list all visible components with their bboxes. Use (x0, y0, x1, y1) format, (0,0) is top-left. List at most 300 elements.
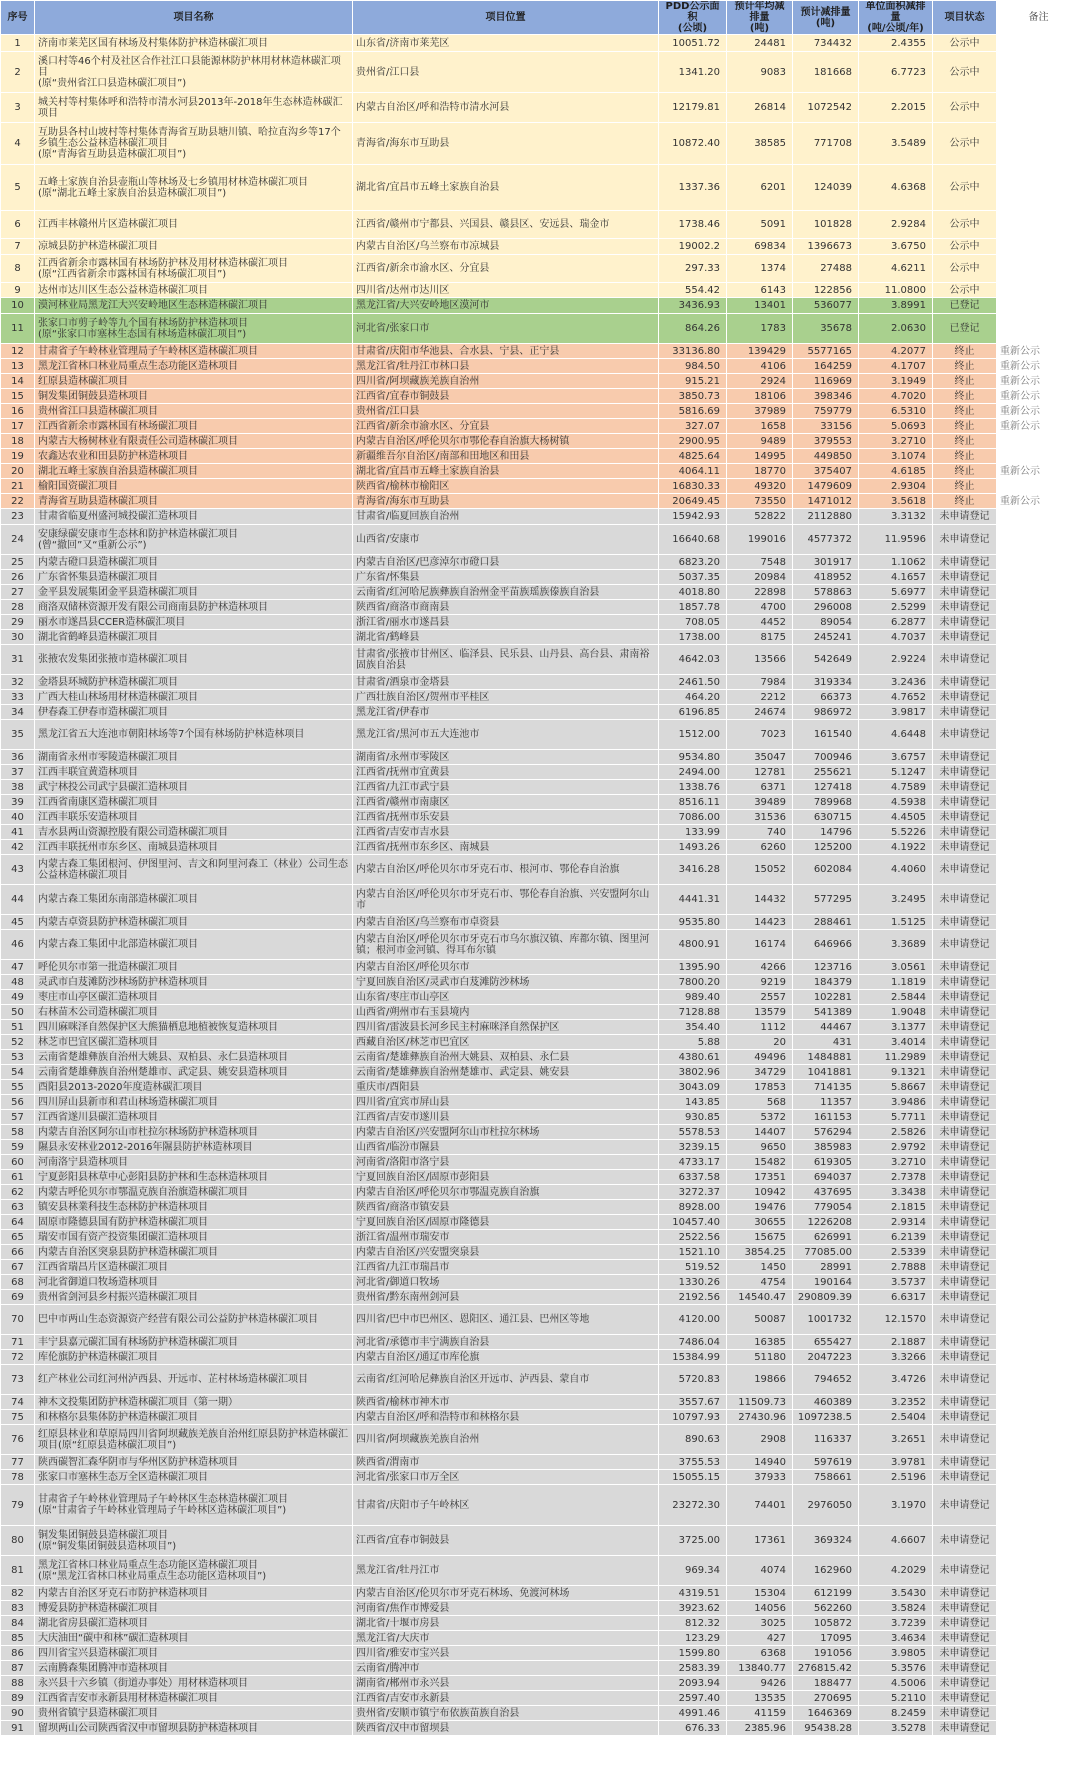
cell-note (997, 525, 1080, 555)
cell-total: 1646369 (793, 1706, 859, 1721)
cell-name: 瑞安市国有资产投资集团碳汇造林项目 (35, 1230, 353, 1245)
cell-status: 终止 (933, 404, 997, 419)
cell-index: 53 (1, 1050, 35, 1065)
cell-total: 655427 (793, 1335, 859, 1350)
cell-annual: 49320 (727, 479, 793, 494)
cell-location: 甘肃省/酒泉市金塔县 (353, 675, 659, 690)
table-row (1, 1470, 1080, 1485)
cell-unit: 11.0800 (859, 283, 933, 298)
cell-note (997, 675, 1080, 690)
table-row (1, 1005, 1080, 1020)
cell-index: 89 (1, 1691, 35, 1706)
cell-status: 未申请登记 (933, 585, 997, 600)
cell-annual: 427 (727, 1631, 793, 1646)
table-row (1, 1721, 1080, 1736)
cell-note (997, 585, 1080, 600)
cell-unit: 11.2989 (859, 1050, 933, 1065)
cell-area: 15055.15 (659, 1470, 727, 1485)
table-row (1, 675, 1080, 690)
cell-unit: 2.7378 (859, 1170, 933, 1185)
cell-index: 36 (1, 750, 35, 765)
cell-location: 浙江省/温州市瑞安市 (353, 1230, 659, 1245)
cell-note (997, 123, 1080, 165)
cell-area: 5816.69 (659, 404, 727, 419)
cell-name: 金平县发展集团金平县造林碳汇项目 (35, 585, 353, 600)
cell-note (997, 35, 1080, 52)
cell-status: 未申请登记 (933, 1350, 997, 1365)
cell-index: 82 (1, 1586, 35, 1601)
table-row (1, 930, 1080, 960)
cell-annual: 3025 (727, 1616, 793, 1631)
cell-unit: 5.0693 (859, 419, 933, 434)
cell-total: 1072542 (793, 93, 859, 123)
cell-area: 3416.28 (659, 855, 727, 885)
table-row (1, 374, 1080, 389)
cell-note: 重新公示 (997, 344, 1080, 359)
cell-location: 浙江省/丽水市遂昌县 (353, 615, 659, 630)
table-row (1, 404, 1080, 419)
cell-total: 2047223 (793, 1350, 859, 1365)
cell-name: 江西省瑞昌片区造林碳汇项目 (35, 1260, 353, 1275)
cell-area: 327.07 (659, 419, 727, 434)
cell-annual: 11509.73 (727, 1395, 793, 1410)
header-annual: 预计年均减排量 (吨) (727, 1, 793, 35)
cell-unit: 1.1062 (859, 555, 933, 570)
cell-annual: 27430.96 (727, 1410, 793, 1425)
table-row (1, 1586, 1080, 1601)
cell-location: 广东省/怀集县 (353, 570, 659, 585)
cell-index: 32 (1, 675, 35, 690)
cell-status: 未申请登记 (933, 1020, 997, 1035)
table-row (1, 1395, 1080, 1410)
cell-total: 301917 (793, 555, 859, 570)
cell-annual: 1374 (727, 255, 793, 283)
cell-note (997, 990, 1080, 1005)
cell-note (997, 1275, 1080, 1290)
cell-unit: 6.2877 (859, 615, 933, 630)
cell-name: 凉城县防护林造林碳汇项目 (35, 239, 353, 255)
cell-name: 内蒙古森工集团中北部造林碳汇项目 (35, 930, 353, 960)
cell-status: 终止 (933, 494, 997, 509)
cell-location: 四川省/雷波县长河乡民主村麻咪泽自然保护区 (353, 1020, 659, 1035)
cell-location: 云南省/腾冲市 (353, 1661, 659, 1676)
cell-annual: 24674 (727, 705, 793, 720)
cell-location: 江西省/赣州市南康区 (353, 795, 659, 810)
table-row (1, 750, 1080, 765)
cell-total: 597619 (793, 1455, 859, 1470)
cell-location: 河北省/承德市丰宁满族自治县 (353, 1335, 659, 1350)
cell-status: 公示中 (933, 165, 997, 211)
cell-total: 181668 (793, 52, 859, 93)
header-status: 项目状态 (933, 1, 997, 35)
cell-status: 未申请登记 (933, 615, 997, 630)
cell-index: 54 (1, 1065, 35, 1080)
cell-total: 536077 (793, 298, 859, 314)
table-row (1, 810, 1080, 825)
cell-status: 未申请登记 (933, 630, 997, 645)
cell-location: 四川省/阿坝藏族羌族自治州 (353, 1425, 659, 1455)
cell-note: 重新公示 (997, 464, 1080, 479)
cell-location: 陕西省/商洛市商南县 (353, 600, 659, 615)
table-row (1, 765, 1080, 780)
cell-total: 779054 (793, 1200, 859, 1215)
cell-status: 未申请登记 (933, 570, 997, 585)
cell-annual: 9083 (727, 52, 793, 93)
table-row (1, 630, 1080, 645)
cell-note (997, 434, 1080, 449)
cell-location: 内蒙古自治区/呼伦贝尔市鄂伦春自治旗大杨树镇 (353, 434, 659, 449)
cell-unit: 2.2015 (859, 93, 933, 123)
cell-index: 50 (1, 1005, 35, 1020)
cell-location: 河北省/张家口市万全区 (353, 1470, 659, 1485)
cell-location: 湖北省/十堰市房县 (353, 1616, 659, 1631)
cell-location: 内蒙古自治区/呼和浩特市清水河县 (353, 93, 659, 123)
cell-annual: 2924 (727, 374, 793, 389)
cell-area: 15384.99 (659, 1350, 727, 1365)
cell-status: 未申请登记 (933, 1335, 997, 1350)
table-row (1, 855, 1080, 885)
cell-area: 5.88 (659, 1035, 727, 1050)
cell-area: 1599.80 (659, 1646, 727, 1661)
cell-note (997, 1020, 1080, 1035)
cell-total: 789968 (793, 795, 859, 810)
header-unit: 单位面积减排量 (吨/公顷/年) (859, 1, 933, 35)
cell-index: 86 (1, 1646, 35, 1661)
cell-note (997, 570, 1080, 585)
cell-note (997, 1335, 1080, 1350)
cell-annual: 7984 (727, 675, 793, 690)
cell-total: 576294 (793, 1125, 859, 1140)
cell-name: 内蒙古大杨树林业有限责任公司造林碳汇项目 (35, 434, 353, 449)
cell-status: 公示中 (933, 123, 997, 165)
cell-index: 13 (1, 359, 35, 374)
cell-total: 1001732 (793, 1305, 859, 1335)
cell-unit: 3.0561 (859, 960, 933, 975)
cell-annual: 15304 (727, 1586, 793, 1601)
cell-total: 385983 (793, 1140, 859, 1155)
cell-total: 162960 (793, 1556, 859, 1586)
cell-index: 78 (1, 1470, 35, 1485)
cell-unit: 4.7037 (859, 630, 933, 645)
cell-location: 甘肃省/庆阳市子午岭林区 (353, 1485, 659, 1526)
cell-name: 铜发集团铜鼓县造林碳汇项目 (原“铜发集团铜鼓县造林项目”) (35, 1526, 353, 1556)
cell-note (997, 630, 1080, 645)
cell-annual: 1658 (727, 419, 793, 434)
cell-annual: 39489 (727, 795, 793, 810)
cell-note (997, 1185, 1080, 1200)
cell-note (997, 615, 1080, 630)
cell-index: 73 (1, 1365, 35, 1395)
cell-area: 1341.20 (659, 52, 727, 93)
cell-area: 708.05 (659, 615, 727, 630)
cell-area: 4991.46 (659, 1706, 727, 1721)
cell-name: 张家口市塞林生态万全区造林碳汇项目 (35, 1470, 353, 1485)
cell-status: 未申请登记 (933, 1616, 997, 1631)
table-row (1, 464, 1080, 479)
cell-index: 69 (1, 1290, 35, 1305)
cell-annual: 12781 (727, 765, 793, 780)
cell-area: 354.40 (659, 1020, 727, 1035)
cell-status: 未申请登记 (933, 1691, 997, 1706)
cell-total: 5577165 (793, 344, 859, 359)
cell-total: 89054 (793, 615, 859, 630)
cell-area: 1738.46 (659, 211, 727, 239)
cell-area: 1338.76 (659, 780, 727, 795)
cell-unit: 2.5404 (859, 1410, 933, 1425)
cell-name: 博爱县防护林造林碳汇项目 (35, 1601, 353, 1616)
table-row (1, 720, 1080, 750)
cell-status: 未申请登记 (933, 840, 997, 855)
cell-unit: 3.2710 (859, 434, 933, 449)
cell-total: 1479609 (793, 479, 859, 494)
cell-location: 内蒙古自治区/呼伦贝尔市牙克石市、鄂伦春自治旗、兴安盟阿尔山市 (353, 885, 659, 915)
cell-area: 3557.67 (659, 1395, 727, 1410)
cell-area: 2192.56 (659, 1290, 727, 1305)
cell-unit: 4.7589 (859, 780, 933, 795)
cell-area: 464.20 (659, 690, 727, 705)
cell-total: 612199 (793, 1586, 859, 1601)
cell-name: 湖北五峰土家族自治县造林碳汇项目 (35, 464, 353, 479)
cell-index: 17 (1, 419, 35, 434)
cell-total: 101828 (793, 211, 859, 239)
cell-area: 133.99 (659, 825, 727, 840)
cell-total: 4577372 (793, 525, 859, 555)
table-row (1, 1260, 1080, 1275)
cell-location: 湖北省/宜昌市五峰土家族自治县 (353, 464, 659, 479)
cell-unit: 4.4505 (859, 810, 933, 825)
cell-name: 永兴县十六乡镇（街道办事处）用材林造林项目 (35, 1676, 353, 1691)
cell-name: 云南省楚雄彝族自治州楚雄市、武定县、姚安县造林项目 (35, 1065, 353, 1080)
cell-unit: 6.2139 (859, 1230, 933, 1245)
cell-total: 734432 (793, 35, 859, 52)
cell-index: 34 (1, 705, 35, 720)
cell-name: 云南省楚雄彝族自治州大姚县、双柏县、永仁县造林项目 (35, 1050, 353, 1065)
cell-note: 重新公示 (997, 494, 1080, 509)
cell-name: 内蒙古森工集团根河、伊图里河、吉文和阿里河森工（林业）公司生态公益林造林碳汇项目 (35, 855, 353, 885)
cell-name: 五峰土家族自治县壶瓶山等林场及七乡镇用材林造林碳汇项目 (原“湖北五峰土家族自治县造林碳汇项目”) (35, 165, 353, 211)
table-row (1, 255, 1080, 283)
cell-note (997, 1410, 1080, 1425)
cell-unit: 3.9486 (859, 1095, 933, 1110)
cell-annual: 51180 (727, 1350, 793, 1365)
cell-index: 81 (1, 1556, 35, 1586)
cell-area: 676.33 (659, 1721, 727, 1736)
cell-index: 71 (1, 1335, 35, 1350)
cell-location: 黑龙江省/牡丹江市 (353, 1556, 659, 1586)
cell-index: 67 (1, 1260, 35, 1275)
cell-name: 四川麻咪泽自然保护区大熊猫栖息地植被恢复造林项目 (35, 1020, 353, 1035)
cell-note (997, 255, 1080, 283)
cell-index: 42 (1, 840, 35, 855)
cell-name: 湖南省永州市零陵造林碳汇项目 (35, 750, 353, 765)
cell-total: 1097238.5 (793, 1410, 859, 1425)
cell-unit: 2.4355 (859, 35, 933, 52)
cell-location: 江西省/吉安市吉水县 (353, 825, 659, 840)
cell-unit: 4.6368 (859, 165, 933, 211)
cell-location: 山西省/朔州市右玉县境内 (353, 1005, 659, 1020)
cell-note (997, 211, 1080, 239)
cell-status: 未申请登记 (933, 1065, 997, 1080)
cell-name: 四川省宝兴县造林碳汇项目 (35, 1646, 353, 1661)
cell-annual: 10942 (727, 1185, 793, 1200)
cell-annual: 15675 (727, 1230, 793, 1245)
cell-unit: 6.5310 (859, 404, 933, 419)
cell-note (997, 1395, 1080, 1410)
cell-name: 和林格尔县集体防护林造林碳汇项目 (35, 1410, 353, 1425)
cell-unit: 3.3689 (859, 930, 933, 960)
cell-total: 161153 (793, 1110, 859, 1125)
cell-total: 578863 (793, 585, 859, 600)
cell-annual: 74401 (727, 1485, 793, 1526)
cell-note (997, 52, 1080, 93)
table-row (1, 525, 1080, 555)
cell-total: 375407 (793, 464, 859, 479)
cell-total: 296008 (793, 600, 859, 615)
table-row (1, 1140, 1080, 1155)
header-index: 序号 (1, 1, 35, 35)
cell-annual: 73550 (727, 494, 793, 509)
cell-annual: 13840.77 (727, 1661, 793, 1676)
table-row (1, 1035, 1080, 1050)
cell-status: 未申请登记 (933, 525, 997, 555)
table-row (1, 690, 1080, 705)
cell-name: 内蒙古森工集团东南部造林碳汇项目 (35, 885, 353, 915)
cell-total: 28991 (793, 1260, 859, 1275)
cell-status: 未申请登记 (933, 675, 997, 690)
cell-note (997, 1526, 1080, 1556)
cell-annual: 568 (727, 1095, 793, 1110)
cell-area: 1512.00 (659, 720, 727, 750)
cell-unit: 3.5618 (859, 494, 933, 509)
cell-status: 未申请登记 (933, 1035, 997, 1050)
cell-total: 77085.00 (793, 1245, 859, 1260)
cell-location: 青海省/海东市互助县 (353, 123, 659, 165)
cell-unit: 2.5299 (859, 600, 933, 615)
cell-annual: 9489 (727, 434, 793, 449)
cell-annual: 14940 (727, 1455, 793, 1470)
cell-unit: 3.2710 (859, 1155, 933, 1170)
cell-name: 济南市莱芜区国有林场及村集体防护林造林碳汇项目 (35, 35, 353, 52)
cell-unit: 3.5489 (859, 123, 933, 165)
cell-annual: 6143 (727, 283, 793, 298)
cell-name: 黑龙江省林口林业局重点生态功能区造林碳汇项目 (原“黑龙江省林口林业局重点生态功能区造林项目”) (35, 1556, 353, 1586)
cell-index: 84 (1, 1616, 35, 1631)
table-row (1, 1350, 1080, 1365)
cell-annual: 7023 (727, 720, 793, 750)
cell-status: 未申请登记 (933, 960, 997, 975)
cell-unit: 11.9596 (859, 525, 933, 555)
cell-total: 188477 (793, 1676, 859, 1691)
cell-unit: 2.9284 (859, 211, 933, 239)
cell-annual: 6260 (727, 840, 793, 855)
cell-area: 1738.00 (659, 630, 727, 645)
cell-note (997, 1125, 1080, 1140)
cell-location: 江西省/抚州市乐安县 (353, 810, 659, 825)
cell-note (997, 1616, 1080, 1631)
cell-unit: 3.9781 (859, 1455, 933, 1470)
cell-location: 贵州省/江口县 (353, 404, 659, 419)
cell-name: 广东省怀集县造林碳汇项目 (35, 570, 353, 585)
cell-status: 未申请登记 (933, 1365, 997, 1395)
cell-area: 2583.39 (659, 1661, 727, 1676)
cell-total: 35678 (793, 314, 859, 344)
cell-status: 未申请登记 (933, 885, 997, 915)
cell-index: 27 (1, 585, 35, 600)
cell-total: 44467 (793, 1020, 859, 1035)
table-row (1, 449, 1080, 464)
cell-name: 金塔县环城防护林造林碳汇项目 (35, 675, 353, 690)
cell-annual: 9650 (727, 1140, 793, 1155)
cell-index: 48 (1, 975, 35, 990)
cell-name: 甘肃省临夏州盛河城投碳汇造林项目 (35, 509, 353, 525)
cell-status: 未申请登记 (933, 1646, 997, 1661)
cell-index: 11 (1, 314, 35, 344)
cell-index: 51 (1, 1020, 35, 1035)
cell-unit: 2.9304 (859, 479, 933, 494)
cell-status: 未申请登记 (933, 1260, 997, 1275)
cell-status: 未申请登记 (933, 1095, 997, 1110)
cell-location: 江西省/九江市瑞昌市 (353, 1260, 659, 1275)
cell-location: 四川省/达州市达川区 (353, 283, 659, 298)
cell-status: 未申请登记 (933, 930, 997, 960)
cell-index: 83 (1, 1601, 35, 1616)
cell-area: 2597.40 (659, 1691, 727, 1706)
header-name: 项目名称 (35, 1, 353, 35)
cell-area: 1330.26 (659, 1275, 727, 1290)
cell-index: 77 (1, 1455, 35, 1470)
cell-total: 116969 (793, 374, 859, 389)
table-row (1, 35, 1080, 52)
cell-area: 10872.40 (659, 123, 727, 165)
table-body (1, 35, 1080, 1736)
cell-unit: 2.5844 (859, 990, 933, 1005)
cell-note (997, 840, 1080, 855)
cell-annual: 20 (727, 1035, 793, 1050)
cell-note (997, 1140, 1080, 1155)
cell-location: 宁夏回族自治区/固原市彭阳县 (353, 1170, 659, 1185)
table-row (1, 344, 1080, 359)
cell-unit: 2.5826 (859, 1125, 933, 1140)
cell-annual: 5372 (727, 1110, 793, 1125)
cell-index: 91 (1, 1721, 35, 1736)
cell-index: 3 (1, 93, 35, 123)
cell-name: 内蒙古磴口县造林碳汇项目 (35, 555, 353, 570)
cell-area: 20649.45 (659, 494, 727, 509)
cell-index: 58 (1, 1125, 35, 1140)
cell-total: 1484881 (793, 1050, 859, 1065)
cell-name: 丽水市遂昌县CCER造林碳汇项目 (35, 615, 353, 630)
cell-name: 黑龙江省林口林业局重点生态功能区造林项目 (35, 359, 353, 374)
cell-name: 甘肃省子午岭林业管理局子午岭林区造林碳汇项目 (35, 344, 353, 359)
cell-index: 6 (1, 211, 35, 239)
cell-name: 库伦旗防护林造林碳汇项目 (35, 1350, 353, 1365)
cell-area: 1493.26 (659, 840, 727, 855)
cell-note (997, 855, 1080, 885)
cell-area: 6337.58 (659, 1170, 727, 1185)
cell-area: 2900.95 (659, 434, 727, 449)
cell-note (997, 765, 1080, 780)
cell-area: 4441.31 (659, 885, 727, 915)
cell-index: 20 (1, 464, 35, 479)
cell-unit: 5.1247 (859, 765, 933, 780)
cell-total: 288461 (793, 915, 859, 930)
cell-note (997, 93, 1080, 123)
cell-name: 贵州省剑河县乡村振兴造林碳汇项目 (35, 1290, 353, 1305)
header-note: 备注 (997, 1, 1080, 35)
cell-total: 14796 (793, 825, 859, 840)
cell-note (997, 1646, 1080, 1661)
cell-total: 771708 (793, 123, 859, 165)
